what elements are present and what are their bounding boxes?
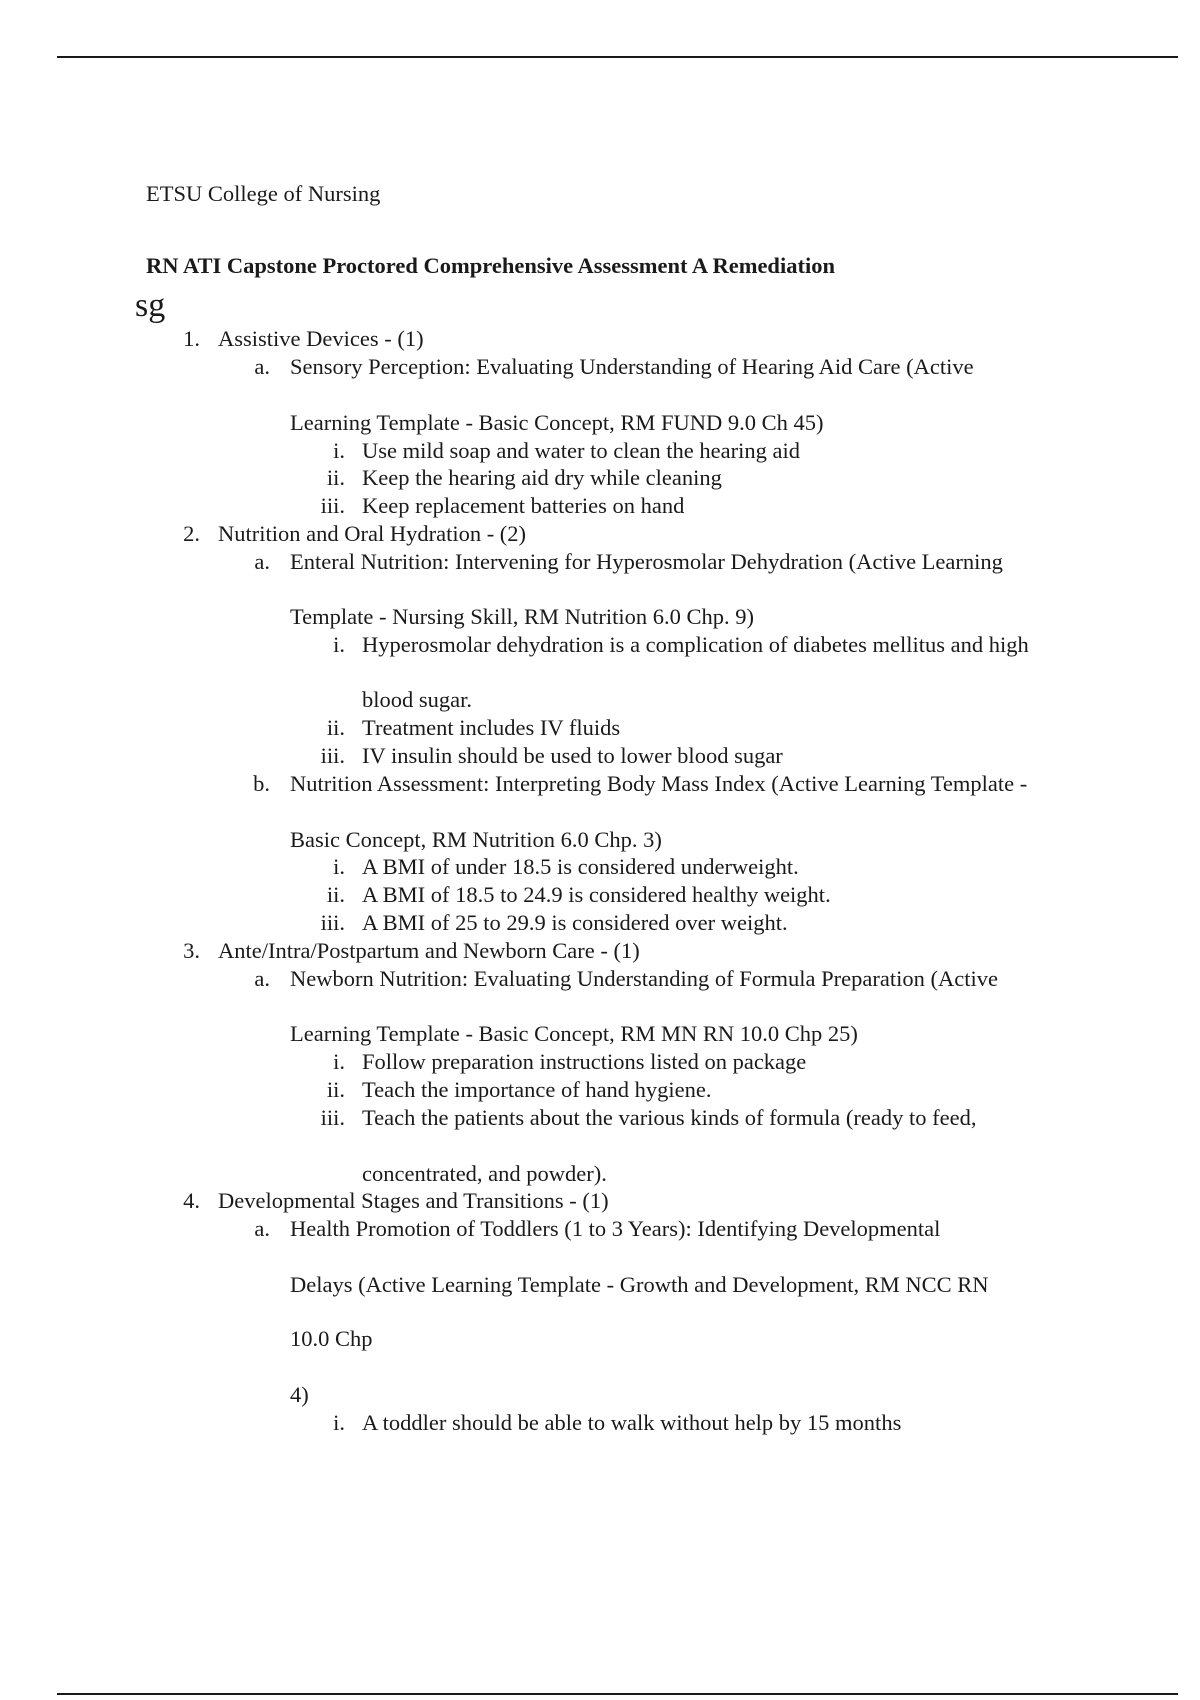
point-marker: i.	[333, 632, 345, 657]
section-heading: Ante/Intra/Postpartum and Newborn Care - (1)	[218, 938, 640, 963]
item-text: Nutrition Assessment: Interpreting Body Mass Index (Active Learning Template -	[290, 771, 1028, 796]
item-marker: a.	[254, 966, 270, 991]
bottom-rule	[57, 1693, 1178, 1695]
item-text: 10.0 Chp	[290, 1326, 373, 1351]
point-marker: i.	[333, 1410, 345, 1435]
point-text: Teach the importance of hand hygiene.	[362, 1077, 712, 1102]
item-text: Learning Template - Basic Concept, RM FUND 9.0 Ch 45)	[290, 410, 824, 435]
point-text: Follow preparation instructions listed on package	[362, 1049, 807, 1074]
point-text: Keep the hearing aid dry while cleaning	[362, 465, 722, 490]
point-text: IV insulin should be used to lower blood sugar	[362, 743, 783, 768]
item-text: Learning Template - Basic Concept, RM MN RN 10.0 Chp 25)	[290, 1021, 858, 1046]
item-text: Delays (Active Learning Template - Growth and Development, RM NCC RN	[290, 1272, 989, 1297]
point-text: Teach the patients about the various kinds of formula (ready to feed,	[362, 1105, 977, 1130]
section-marker: 3.	[183, 938, 200, 963]
point-marker: iii.	[320, 743, 345, 768]
section-marker: 2.	[183, 521, 200, 546]
point-text: Use mild soap and water to clean the hearing aid	[362, 438, 800, 463]
point-text: Keep replacement batteries on hand	[362, 493, 685, 518]
item-marker: a.	[254, 354, 270, 379]
item-text: Health Promotion of Toddlers (1 to 3 Years): Identifying Developmental	[290, 1216, 941, 1241]
point-marker: iii.	[320, 1105, 345, 1130]
point-text: A BMI of 18.5 to 24.9 is considered healthy weight.	[362, 882, 831, 907]
section-heading: Developmental Stages and Transitions - (1)	[218, 1188, 609, 1213]
point-marker: iii.	[320, 493, 345, 518]
section-heading: Nutrition and Oral Hydration - (2)	[218, 521, 527, 546]
point-marker: i.	[333, 1049, 345, 1074]
top-rule	[57, 56, 1178, 58]
point-marker: ii.	[326, 1077, 345, 1102]
point-text: A BMI of under 18.5 is considered underweight.	[362, 854, 799, 879]
section-heading: Assistive Devices - (1)	[218, 326, 424, 351]
item-text: Basic Concept, RM Nutrition 6.0 Chp. 3)	[290, 827, 662, 852]
item-marker: a.	[254, 549, 270, 574]
item-text: Sensory Perception: Evaluating Understanding of Hearing Aid Care (Active	[290, 354, 974, 379]
point-marker: iii.	[320, 910, 345, 935]
point-text: Hyperosmolar dehydration is a complication of diabetes mellitus and high	[362, 632, 1029, 657]
organization-name: ETSU College of Nursing	[146, 181, 381, 206]
point-text: Treatment includes IV fluids	[362, 715, 621, 740]
point-text: concentrated, and powder).	[362, 1161, 607, 1186]
point-marker: ii.	[326, 465, 345, 490]
section-marker: 1.	[183, 326, 200, 351]
document-title: RN ATI Capstone Proctored Comprehensive Assessment A Remediation	[146, 253, 835, 278]
point-marker: i.	[333, 438, 345, 463]
point-text: A BMI of 25 to 29.9 is considered over weight.	[362, 910, 788, 935]
point-marker: ii.	[326, 715, 345, 740]
point-marker: ii.	[326, 882, 345, 907]
stray-text: sg	[135, 287, 166, 324]
item-marker: a.	[254, 1216, 270, 1241]
point-text: A toddler should be able to walk without help by 15 months	[362, 1410, 902, 1435]
item-text: 4)	[290, 1382, 309, 1407]
item-text: Enteral Nutrition: Intervening for Hyperosmolar Dehydration (Active Learning	[290, 549, 1003, 574]
section-marker: 4.	[183, 1188, 200, 1213]
item-text: Newborn Nutrition: Evaluating Understanding of Formula Preparation (Active	[290, 966, 998, 991]
point-text: blood sugar.	[362, 687, 472, 712]
point-marker: i.	[333, 854, 345, 879]
item-marker: b.	[253, 771, 270, 796]
item-text: Template - Nursing Skill, RM Nutrition 6.0 Chp. 9)	[290, 604, 755, 629]
